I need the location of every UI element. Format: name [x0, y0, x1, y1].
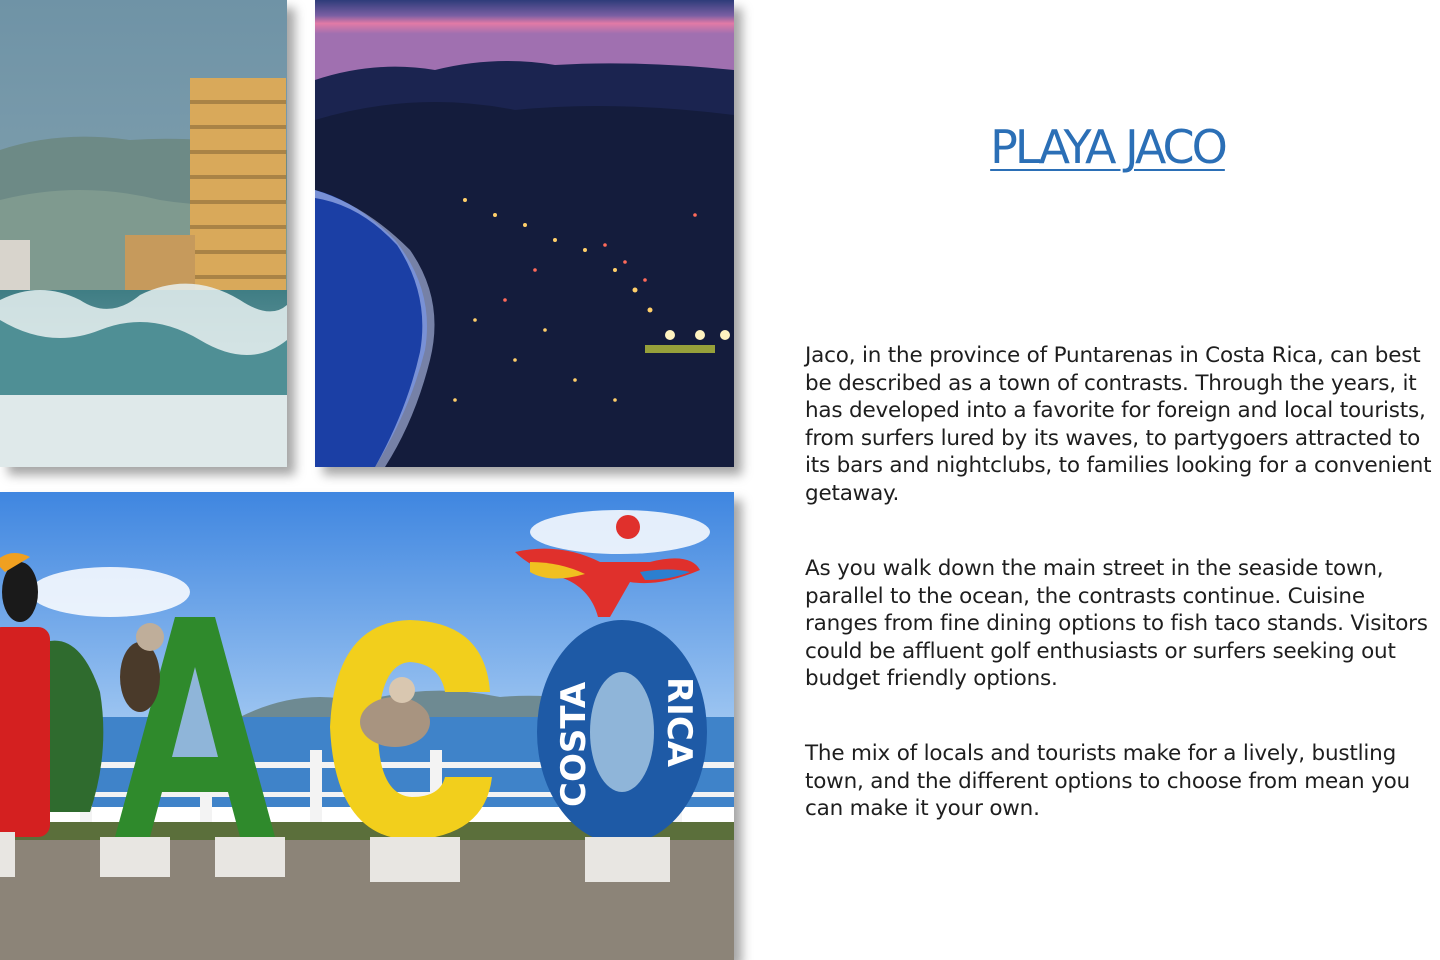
sign-costa-text: COSTA: [554, 681, 594, 807]
paragraph-mix: The mix of locals and tourists make for a lively, bustling town, and the different options to choose from mean you can make it your own.: [805, 741, 1410, 821]
paragraph-intro: Jaco, in the province of Puntarenas in Costa Rica, can best be described as a town of contrasts. Through the years, it has developed into a favorite for foreign and local tourists, from surfers lured by its waves, to partygoers attracted to its bars and nightclubs, to families looking for a convenient getaway.: [805, 343, 1432, 506]
night-coastline-photo: [315, 0, 734, 467]
beach-waves-photo: [0, 0, 287, 467]
paragraph-main-street: As you walk down the main street in the seaside town, parallel to the ocean, the contrasts continue. Cuisine ranges from fine dining options to fish taco stands. Visitors could be affluent golf enthusiasts or surfers seeking out budget friendly options.: [805, 556, 1428, 691]
jaco-sign-photo: [0, 492, 734, 960]
sign-rica-text: RICA: [659, 677, 699, 768]
slide-title: PLAYA JACO: [990, 120, 1225, 174]
